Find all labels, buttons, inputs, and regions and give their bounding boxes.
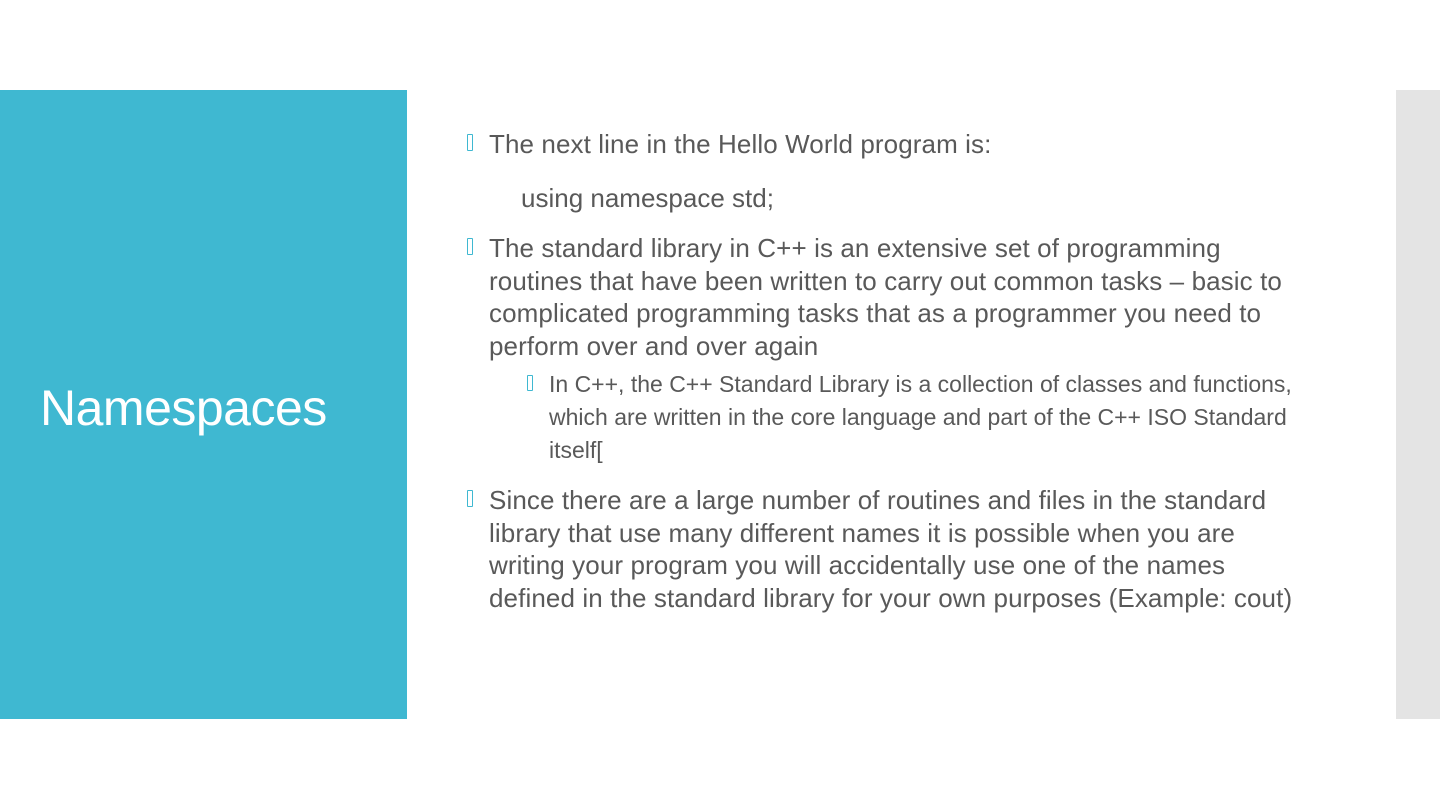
- bullet-item-name-conflicts: [467, 484, 1317, 614]
- bullet-text: The next line in the Hello World program is:: [489, 129, 992, 159]
- sub-bullet-text: In C++, the C++ Standard Library is a collection of classes and functions, which are written in the core language and part of the C++ ISO Standard itself[: [549, 371, 1292, 463]
- bullet-icon: [467, 490, 473, 507]
- bullet-text: Since there are a large number of routines and files in the standard library that use many different names it is possible when you are writing your program you will accidentally use one of the names defined in the standard library for your own purposes (Example: cout): [489, 485, 1293, 613]
- bullet-item-hello-world: [467, 128, 1317, 161]
- code-line: using namespace std;: [521, 182, 774, 213]
- slide-title: Namespaces: [40, 380, 327, 436]
- sub-bullet-item-cpp-standard: [527, 368, 1317, 467]
- bullet-icon: [527, 375, 533, 391]
- bullet-item-standard-library: [467, 232, 1317, 362]
- slide-content: [467, 128, 1317, 614]
- bullet-icon: [467, 134, 473, 151]
- bullet-icon: [467, 238, 473, 255]
- right-side-bar: [1396, 90, 1440, 719]
- bullet-text: The standard library in C++ is an extensive set of programming routines that have been written to carry out common tasks – basic to complicated programming tasks that as a programmer you need to perform over and over again: [489, 233, 1282, 361]
